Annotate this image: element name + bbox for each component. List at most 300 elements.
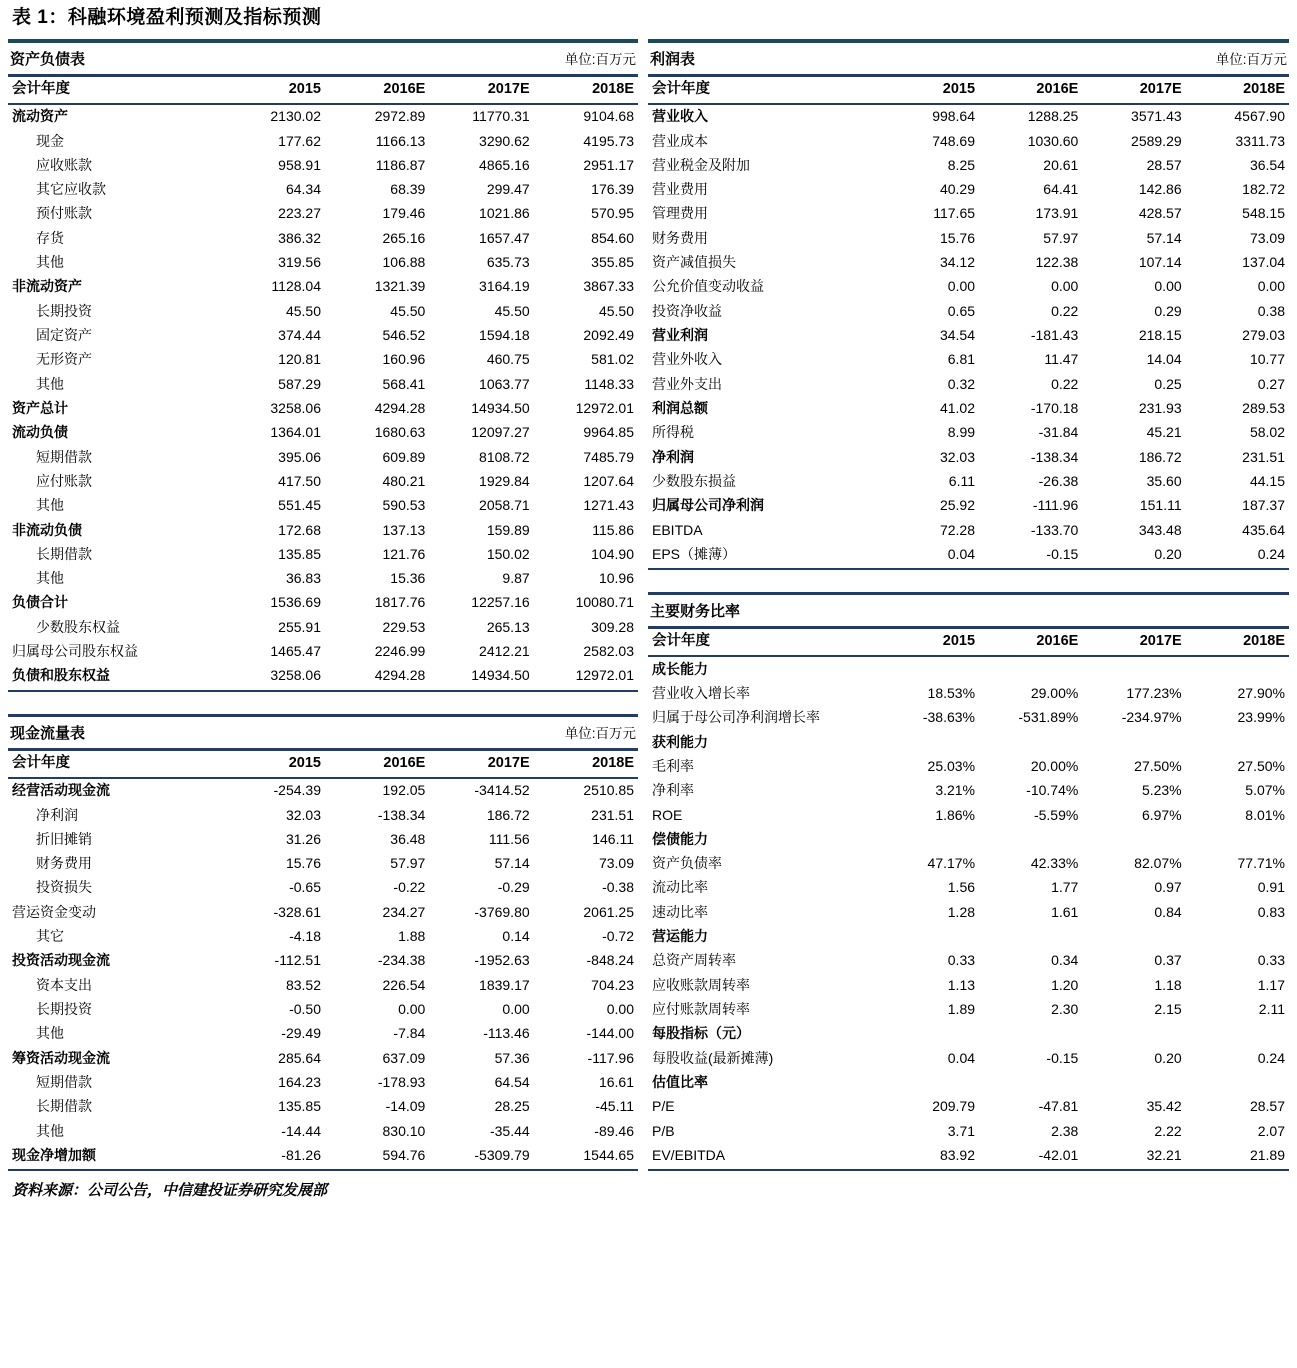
row-value-2017e: 0.14 xyxy=(502,928,530,945)
row-value-2018e: 7485.79 xyxy=(583,448,634,465)
row-value-2017e: -3769.80 xyxy=(474,903,530,920)
row-value-2015: 177.62 xyxy=(278,132,321,149)
row-value-2017e: 1.18 xyxy=(1154,976,1182,993)
row-value-2015: 223.27 xyxy=(278,205,321,222)
row-value-2016e: 64.41 xyxy=(1043,181,1079,198)
row-value-2015: 1.86% xyxy=(935,806,976,823)
table-row xyxy=(648,1119,1289,1143)
row-value-2015: -0.50 xyxy=(289,1001,321,1017)
row-value-2015: 319.56 xyxy=(278,254,321,271)
row-value-2016e: -5.59% xyxy=(1033,806,1079,823)
row-value-2018e: 9964.85 xyxy=(583,424,634,441)
cash-flow-caption-row xyxy=(8,717,638,751)
row-value-2018e: 12972.01 xyxy=(534,664,638,691)
row-value-2017e: -0.29 xyxy=(497,879,530,896)
row-label: 其他 xyxy=(36,375,64,392)
cash-flow-caption: 现金流量表 xyxy=(10,724,86,742)
row-value-2017e: -1952.63 xyxy=(474,952,530,969)
table-row xyxy=(648,104,1289,129)
row-value-2017e: 460.75 xyxy=(486,351,530,368)
row-value-2017e xyxy=(1082,925,1185,949)
row-value-2017e: 28.25 xyxy=(494,1098,530,1115)
table-header-row xyxy=(648,77,1289,104)
row-label: 财务费用 xyxy=(36,855,92,872)
row-value-2015: 135.85 xyxy=(278,545,321,562)
row-value-2016e: 546.52 xyxy=(382,327,426,343)
row-value-2016e: -0.22 xyxy=(393,879,426,896)
row-value-2018e: 28.57 xyxy=(1249,1098,1285,1115)
row-value-2018e: 0.00 xyxy=(606,1001,634,1017)
row-value-2017e: 12097.27 xyxy=(471,424,530,441)
row-value-2016e: 1680.63 xyxy=(374,424,426,441)
row-value-2017e: 2412.21 xyxy=(479,643,530,660)
row-label: 资产负债率 xyxy=(652,855,722,872)
row-value-2018e: 77.71% xyxy=(1237,855,1285,872)
row-value-2015: 83.52 xyxy=(285,976,321,993)
row-value-2015: 6.81 xyxy=(947,351,976,368)
row-label: 营业费用 xyxy=(652,181,708,198)
table-row xyxy=(8,664,638,691)
income-statement-caption: 利润表 xyxy=(650,50,696,68)
table-row xyxy=(648,998,1289,1022)
row-value-2015: 0.65 xyxy=(947,302,976,319)
row-value-2016e: 1321.39 xyxy=(374,278,426,295)
table-row xyxy=(8,876,638,900)
row-label: 营业成本 xyxy=(652,132,708,149)
row-value-2018e: 2.11 xyxy=(1258,1001,1285,1017)
row-value-2018e: 2061.25 xyxy=(583,903,634,920)
row-value-2015: 255.91 xyxy=(278,618,321,635)
row-value-2017e: -3414.52 xyxy=(474,782,530,799)
row-value-2016e: 57.97 xyxy=(1043,229,1079,246)
row-value-2015: 164.23 xyxy=(278,1073,321,1090)
row-value-2018e: 73.09 xyxy=(1249,229,1285,246)
ratios-body xyxy=(648,656,1289,1170)
table-row xyxy=(648,803,1289,827)
header-year-2015: 2015 xyxy=(221,77,325,104)
row-value-2016e: 4294.28 xyxy=(374,399,426,416)
row-label: 资本支出 xyxy=(36,976,92,993)
table-row xyxy=(648,1046,1289,1070)
row-value-2018e: 854.60 xyxy=(591,229,634,246)
row-value-2017e: 1021.86 xyxy=(479,205,530,222)
row-value-2015: 1128.04 xyxy=(271,278,321,295)
row-value-2018e: -848.24 xyxy=(586,952,634,969)
income-statement-head xyxy=(648,77,1289,104)
row-label: 净利润 xyxy=(36,806,78,823)
header-year-label: 会计年度 xyxy=(648,629,876,656)
row-value-2016e: -111.96 xyxy=(1032,497,1079,514)
row-value-2017e: -5309.79 xyxy=(429,1143,533,1170)
table-row xyxy=(8,973,638,997)
row-value-2018e: 10080.71 xyxy=(575,594,634,611)
row-value-2015: 3.71 xyxy=(947,1122,976,1139)
row-value-2018e: 3867.33 xyxy=(583,278,634,295)
row-value-2017e: 14934.50 xyxy=(429,664,533,691)
row-value-2016e: 226.54 xyxy=(382,976,426,993)
row-value-2017e: 3571.43 xyxy=(1131,108,1182,125)
row-value-2017e: 5.23% xyxy=(1141,782,1182,799)
row-label: 流动比率 xyxy=(652,879,708,896)
row-value-2017e: 3164.19 xyxy=(479,278,530,295)
table-header-row xyxy=(648,629,1289,656)
row-value-2017e: 28.57 xyxy=(1146,156,1182,173)
row-value-2018e xyxy=(1186,827,1289,851)
row-value-2016e: 830.10 xyxy=(382,1122,426,1139)
row-value-2016e: -234.38 xyxy=(377,952,426,969)
row-value-2018e: 0.38 xyxy=(1257,302,1285,319)
row-value-2017e: 1839.17 xyxy=(479,976,530,993)
row-value-2015: 41.02 xyxy=(939,399,976,416)
row-label: 短期借款 xyxy=(36,448,92,465)
row-value-2016e: 480.21 xyxy=(382,472,426,489)
row-value-2015: 748.69 xyxy=(932,132,976,149)
row-value-2017e: 57.36 xyxy=(494,1049,530,1066)
row-value-2015: 47.17% xyxy=(927,855,976,872)
row-value-2017e: 57.14 xyxy=(1146,229,1182,246)
row-value-2015: 32.03 xyxy=(939,448,976,465)
row-value-2017e: 14934.50 xyxy=(471,399,530,416)
row-value-2016e: 122.38 xyxy=(1035,254,1079,271)
row-label: 存货 xyxy=(36,229,64,246)
row-value-2016e: -26.38 xyxy=(1038,472,1079,489)
row-value-2016e: 0.22 xyxy=(1051,375,1079,392)
row-label: 营业收入增长率 xyxy=(652,684,750,701)
table-row xyxy=(648,730,1289,754)
row-value-2015: 587.29 xyxy=(278,375,321,392)
row-value-2018e xyxy=(1186,656,1289,681)
row-value-2016e: 45.50 xyxy=(390,302,426,319)
row-value-2018e: 1.17 xyxy=(1257,976,1285,993)
row-value-2017e: 159.89 xyxy=(486,521,530,538)
row-value-2015: 395.06 xyxy=(278,448,321,465)
row-label: 净利润 xyxy=(652,448,694,465)
row-value-2015: -38.63% xyxy=(922,709,976,726)
row-value-2015: -328.61 xyxy=(273,903,321,920)
row-value-2016e: -7.84 xyxy=(393,1025,426,1042)
row-label: 营运资金变动 xyxy=(12,903,96,920)
row-value-2015: 31.26 xyxy=(285,830,321,847)
header-year-2017e: 2017E xyxy=(1082,77,1185,104)
row-value-2018e: 581.02 xyxy=(591,351,634,368)
row-label: 营业利润 xyxy=(652,327,708,343)
row-value-2016e: 1166.13 xyxy=(375,132,426,149)
row-value-2018e: 1148.33 xyxy=(584,375,634,392)
row-label: 现金净增加额 xyxy=(8,1143,221,1170)
row-label: EPS（摊薄） xyxy=(648,542,876,569)
row-value-2018e: 2510.85 xyxy=(583,782,634,799)
table-row xyxy=(8,640,638,664)
row-value-2015: 32.03 xyxy=(285,806,321,823)
table-row xyxy=(648,876,1289,900)
row-label: 长期投资 xyxy=(36,1001,92,1017)
row-value-2017e: 265.13 xyxy=(486,618,530,635)
row-value-2017e xyxy=(1082,656,1185,681)
row-label: 营业外收入 xyxy=(652,351,722,368)
row-label: 非流动资产 xyxy=(12,278,82,295)
row-value-2016e xyxy=(979,827,1082,851)
row-value-2015: 0.00 xyxy=(947,278,976,295)
row-value-2018e: 435.64 xyxy=(1242,521,1285,538)
table-header-row xyxy=(8,77,638,104)
row-value-2015: 1.28 xyxy=(947,903,976,920)
table-row xyxy=(8,998,638,1022)
row-label: 长期借款 xyxy=(36,545,92,562)
table-row xyxy=(648,396,1289,420)
right-column xyxy=(648,39,1289,1172)
row-value-2017e: 32.21 xyxy=(1082,1143,1185,1170)
row-value-2015: 3258.06 xyxy=(270,399,321,416)
cash-flow-table xyxy=(8,751,638,1172)
balance-sheet-block xyxy=(8,39,638,692)
row-value-2017e: 57.14 xyxy=(494,855,530,872)
table-row xyxy=(648,348,1289,372)
row-label: 毛利率 xyxy=(652,757,694,774)
row-value-2016e: 1186.87 xyxy=(375,156,426,173)
row-value-2017e: 35.60 xyxy=(1146,472,1182,489)
table-row xyxy=(8,591,638,615)
row-value-2017e: 4865.16 xyxy=(479,156,530,173)
row-value-2016e: -31.84 xyxy=(1038,424,1079,441)
row-value-2015: 117.65 xyxy=(933,205,976,222)
row-label: 每股收益(最新摊薄) xyxy=(652,1049,774,1066)
row-value-2016e: -42.01 xyxy=(979,1143,1082,1170)
row-value-2018e: 23.99% xyxy=(1237,709,1285,726)
row-value-2015 xyxy=(876,827,979,851)
row-label: 资产减值损失 xyxy=(652,254,736,271)
row-label: 应付账款周转率 xyxy=(652,1001,750,1017)
row-value-2017e: 2589.29 xyxy=(1131,132,1182,149)
page-title: 表 1：科融环境盈利预测及指标预测 xyxy=(12,7,322,28)
row-value-2016e: 2.30 xyxy=(1051,1001,1079,1017)
row-value-2016e: 57.97 xyxy=(390,855,426,872)
row-value-2018e: -0.38 xyxy=(602,879,634,896)
table-row xyxy=(648,372,1289,396)
ratios-table xyxy=(648,629,1289,1171)
table-row xyxy=(8,567,638,591)
table-row xyxy=(648,754,1289,778)
header-year-2017e: 2017E xyxy=(429,751,533,778)
row-label: 营业收入 xyxy=(652,108,708,125)
income-statement-block xyxy=(648,39,1289,570)
row-value-2015: 0.04 xyxy=(876,542,979,569)
row-value-2015: -112.51 xyxy=(274,952,321,969)
row-value-2017e: 0.29 xyxy=(1154,302,1182,319)
row-value-2018e: 8.01% xyxy=(1245,806,1285,823)
row-value-2016e: -178.93 xyxy=(377,1073,426,1090)
row-value-2016e: 20.61 xyxy=(1043,156,1079,173)
row-value-2018e: 0.33 xyxy=(1257,952,1285,969)
table-row xyxy=(8,153,638,177)
row-value-2018e: 0.91 xyxy=(1257,879,1285,896)
row-value-2016e: 0.34 xyxy=(1051,952,1079,969)
table-row xyxy=(8,324,638,348)
row-label: 偿债能力 xyxy=(652,830,708,847)
table-row xyxy=(8,129,638,153)
table-row xyxy=(8,1046,638,1070)
balance-sheet-body xyxy=(8,104,638,691)
row-label: 其他 xyxy=(36,1025,64,1042)
row-label: 估值比率 xyxy=(652,1073,708,1090)
row-label: 营业税金及附加 xyxy=(652,156,750,173)
row-label: P/B xyxy=(652,1122,675,1139)
row-value-2016e: -14.09 xyxy=(385,1098,426,1115)
row-value-2015: 374.44 xyxy=(278,327,321,343)
row-value-2016e: -0.15 xyxy=(1046,1049,1079,1066)
row-value-2017e xyxy=(1082,827,1185,851)
income-statement-table xyxy=(648,77,1289,570)
header-year-label: 会计年度 xyxy=(8,751,221,778)
row-value-2018e xyxy=(1186,1022,1289,1046)
row-value-2015: 135.85 xyxy=(278,1098,321,1115)
row-value-2018e: 104.90 xyxy=(591,545,634,562)
row-value-2015: 0.04 xyxy=(947,1049,976,1066)
row-value-2015: 209.79 xyxy=(932,1098,976,1115)
row-value-2016e: 11.47 xyxy=(1044,351,1079,368)
row-value-2018e: 4567.90 xyxy=(1234,108,1285,125)
row-value-2016e: -181.43 xyxy=(1030,327,1079,343)
table-row xyxy=(648,324,1289,348)
row-value-2017e: 11770.31 xyxy=(472,108,530,125)
row-label: 管理费用 xyxy=(652,205,708,222)
balance-sheet-table xyxy=(8,77,638,692)
table-row xyxy=(8,178,638,202)
row-value-2016e: 0.00 xyxy=(1051,278,1079,295)
header-year-2016e: 2016E xyxy=(979,77,1082,104)
row-value-2015: 8.99 xyxy=(947,424,976,441)
table-row xyxy=(648,656,1289,681)
row-value-2018e: 115.86 xyxy=(592,521,634,538)
ratios-caption-row xyxy=(648,595,1289,629)
header-year-2018e: 2018E xyxy=(534,751,638,778)
row-value-2016e: 1817.76 xyxy=(374,594,426,611)
row-value-2017e: 635.73 xyxy=(486,254,530,271)
row-value-2015: 386.32 xyxy=(278,229,321,246)
row-value-2018e: 10.96 xyxy=(598,570,634,587)
row-value-2018e: 2.07 xyxy=(1257,1122,1285,1139)
row-value-2018e: 0.24 xyxy=(1257,1049,1285,1066)
row-label: 现金 xyxy=(36,132,64,149)
row-value-2015: 1.56 xyxy=(947,879,976,896)
balance-sheet-caption: 资产负债表 xyxy=(10,50,86,68)
row-label: 资产总计 xyxy=(12,399,68,416)
row-value-2017e: 0.25 xyxy=(1154,375,1182,392)
header-year-2016e: 2016E xyxy=(979,629,1082,656)
row-label: 财务费用 xyxy=(652,229,708,246)
row-value-2018e: 0.83 xyxy=(1257,903,1285,920)
row-value-2017e: 1063.77 xyxy=(479,375,530,392)
row-value-2018e: 1207.64 xyxy=(583,472,634,489)
row-value-2017e: 0.20 xyxy=(1082,542,1185,569)
row-value-2015: 3258.06 xyxy=(221,664,325,691)
row-value-2015: 3.21% xyxy=(935,782,976,799)
table-row xyxy=(8,202,638,226)
row-value-2015: 2130.02 xyxy=(270,108,321,125)
row-value-2016e: 1030.60 xyxy=(1027,132,1079,149)
table-row xyxy=(648,202,1289,226)
row-value-2016e: 20.00% xyxy=(1030,757,1079,774)
row-label: 流动资产 xyxy=(12,108,68,125)
row-value-2017e: 9.87 xyxy=(502,570,530,587)
row-value-2016e: 637.09 xyxy=(382,1049,426,1066)
row-value-2015: -254.39 xyxy=(273,782,321,799)
balance-sheet-head xyxy=(8,77,638,104)
row-value-2018e: 289.53 xyxy=(1242,399,1285,416)
row-value-2015: 34.12 xyxy=(939,254,976,271)
row-value-2015: -29.49 xyxy=(281,1025,321,1042)
table-row xyxy=(648,153,1289,177)
row-value-2017e: 218.15 xyxy=(1138,327,1182,343)
row-value-2016e: -133.70 xyxy=(1030,521,1079,538)
row-value-2018e: 231.51 xyxy=(1242,448,1285,465)
table-row xyxy=(8,469,638,493)
row-value-2016e: 36.48 xyxy=(390,830,426,847)
table-row xyxy=(648,949,1289,973)
row-value-2016e: 568.41 xyxy=(382,375,426,392)
row-value-2018e: 45.50 xyxy=(598,302,634,319)
row-value-2016e: 29.00% xyxy=(1030,684,1079,701)
row-value-2018e: 58.02 xyxy=(1249,424,1285,441)
table-header-row xyxy=(8,751,638,778)
row-label: EV/EBITDA xyxy=(648,1143,876,1170)
row-label: P/E xyxy=(652,1098,675,1115)
row-value-2017e: 82.07% xyxy=(1134,855,1182,872)
row-value-2015: -4.18 xyxy=(289,928,321,945)
header-year-2015: 2015 xyxy=(876,629,979,656)
row-value-2017e: 64.54 xyxy=(494,1073,530,1090)
table-row xyxy=(8,251,638,275)
row-value-2018e: 44.15 xyxy=(1249,472,1285,489)
row-label: 归属母公司股东权益 xyxy=(12,643,138,660)
row-value-2018e: 176.39 xyxy=(591,181,634,198)
row-value-2016e: -531.89% xyxy=(1018,709,1079,726)
row-value-2018e: 704.23 xyxy=(591,976,634,993)
table-row xyxy=(8,396,638,420)
income-statement-unit: 单位:百万元 xyxy=(1215,51,1287,67)
row-value-2017e: 343.48 xyxy=(1138,521,1182,538)
row-value-2016e: 137.13 xyxy=(382,521,426,538)
row-value-2017e: 231.93 xyxy=(1138,399,1182,416)
table-row xyxy=(648,852,1289,876)
row-value-2015: 417.50 xyxy=(278,472,321,489)
row-value-2015: 15.76 xyxy=(939,229,976,246)
row-value-2015 xyxy=(876,1022,979,1046)
row-value-2018e: 12972.01 xyxy=(575,399,634,416)
row-value-2015: 1364.01 xyxy=(270,424,321,441)
cash-flow-unit: 单位:百万元 xyxy=(564,725,636,741)
row-value-2016e: 1.88 xyxy=(398,928,426,945)
row-value-2017e: 177.23% xyxy=(1126,684,1182,701)
table-row xyxy=(8,1095,638,1119)
row-value-2018e: 10.77 xyxy=(1249,351,1285,368)
row-value-2015: 34.54 xyxy=(939,327,976,343)
row-value-2018e: 187.37 xyxy=(1242,497,1285,514)
row-value-2017e: 2.15 xyxy=(1154,1001,1182,1017)
table-row xyxy=(648,1095,1289,1119)
row-value-2015: 6.11 xyxy=(948,472,976,489)
table-row xyxy=(648,1143,1289,1170)
table-row xyxy=(8,827,638,851)
row-label: EBITDA xyxy=(652,521,703,538)
table-row xyxy=(648,299,1289,323)
row-value-2015: 285.64 xyxy=(278,1049,321,1066)
row-label: 投资净收益 xyxy=(652,302,722,319)
row-value-2016e: -0.15 xyxy=(979,542,1082,569)
ratios-block xyxy=(648,592,1289,1171)
row-value-2016e: 0.22 xyxy=(1051,302,1079,319)
row-value-2017e: 151.11 xyxy=(1139,497,1182,514)
row-value-2017e: 2.22 xyxy=(1154,1122,1182,1139)
